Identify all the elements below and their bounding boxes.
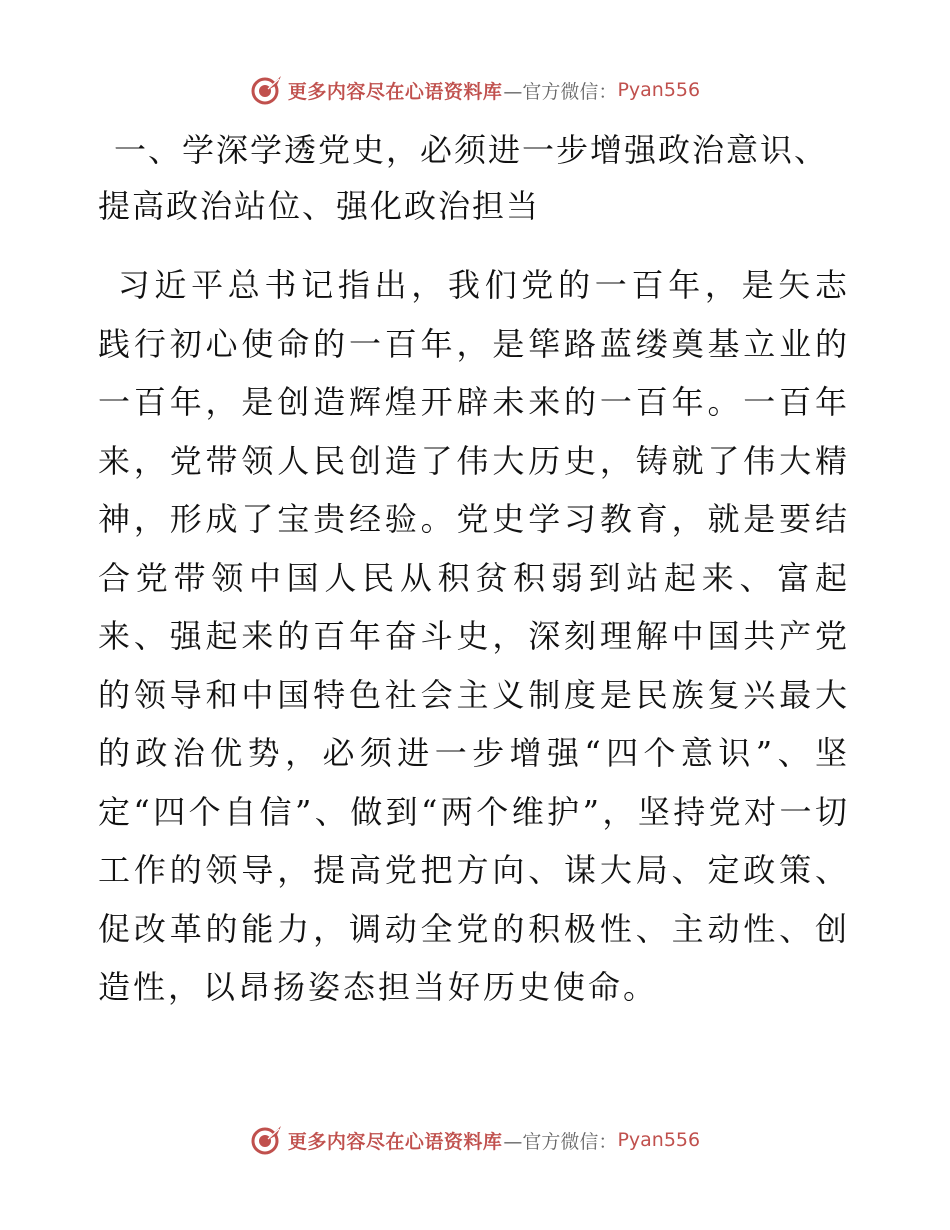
body-paragraph-text: 习近平总书记指出，我们党的一百年，是矢志践行初心使命的一百年，是筚路蓝缕奠基立业的一百年，是创造辉煌开辟未来的一百年。一百年来，党带领人民创造了伟大历史，铸就了伟大精神，形成了宝贵经验。党史学习教育，就是要结合党带领中国人民从积贫积弱到站起来、富起来、强起来的百年奋斗史，深刻理解中国共产党的领导和中国特色社会主义制度是民族复兴最大的政治优势，必须进一步增强“四个意识”、坚定“四个自信”、做到“两个维护”，坚持党对一切工作的领导，提高党把方向、谋大局、定政策、促改革的能力，调动全党的积极性、主动性、创造性，以昂扬姿态担当好历史使命。 [98, 266, 850, 1006]
watermark-wechat-id: Pyan556 [617, 79, 701, 101]
watermark-wechat-label: —官方微信： [503, 80, 618, 103]
header-watermark [0, 70, 950, 110]
section-heading [98, 122, 850, 234]
quill-logo-icon [250, 1123, 284, 1157]
watermark-brand-text: 更多内容尽在心语资料库 [287, 80, 503, 103]
watermark-wechat-id: Pyan556 [617, 1129, 701, 1151]
quill-logo-icon [250, 73, 284, 107]
watermark-brand-text: 更多内容尽在心语资料库 [287, 1130, 503, 1153]
document-body [98, 122, 850, 1017]
footer-watermark [0, 1120, 950, 1160]
watermark-wechat-label: —官方微信： [503, 1130, 618, 1153]
section-heading-text: 一、学深学透党史，必须进一步增强政治意识、提高政治站位、强化政治担当 [98, 131, 829, 225]
body-paragraph [98, 256, 850, 1017]
